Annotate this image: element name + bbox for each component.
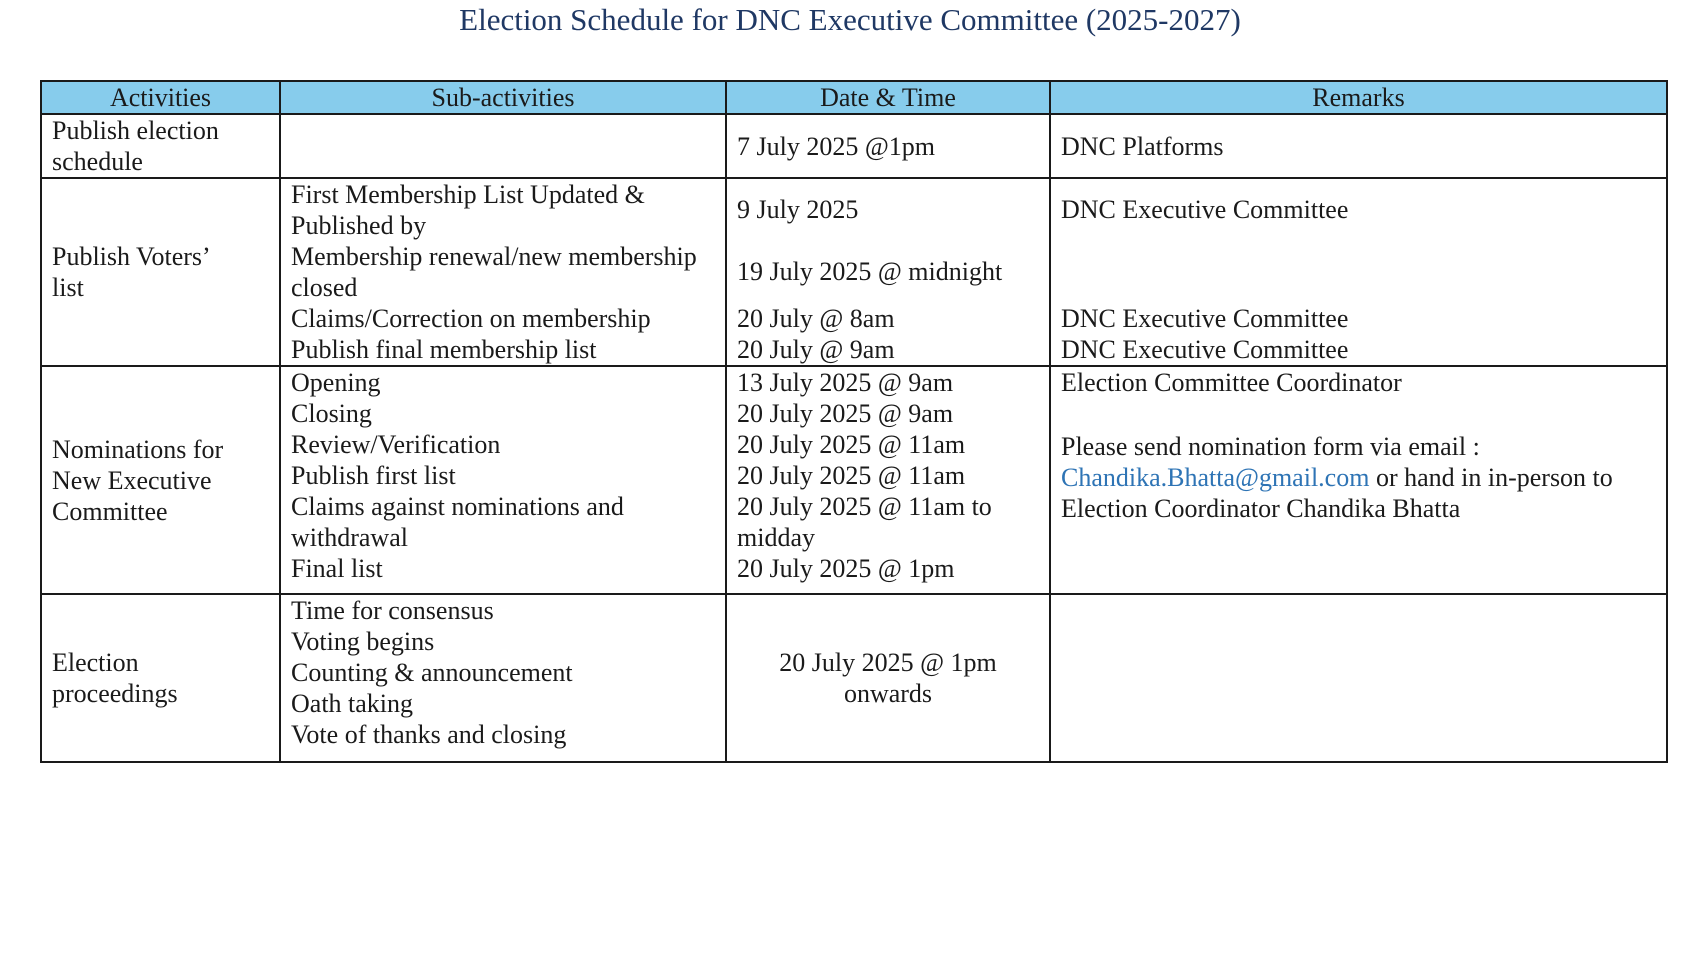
sub-activity-text: Time for consensus (291, 596, 494, 625)
date-text: 20 July 2025 @ 9am (737, 399, 954, 428)
sub-activity-text: Claims/Correction on membership (291, 304, 651, 333)
activity-text: list (52, 273, 84, 302)
sub-activity-cell (280, 114, 726, 178)
sub-activity-text: Opening (291, 368, 381, 397)
date-cell (726, 594, 1050, 762)
header-sub-activities: Sub-activities (280, 81, 726, 114)
sub-activity-text: Publish final membership list (291, 335, 597, 364)
header-date-time: Date & Time (726, 81, 1050, 114)
sub-activity-text: Voting begins (291, 627, 435, 656)
remark-text: or hand in in-person to (1369, 463, 1613, 492)
activity-text: proceedings (52, 679, 178, 708)
sub-activity-text: Claims against nominations and (291, 492, 624, 521)
remarks-cell (1050, 594, 1667, 762)
sub-activity-cell (280, 594, 726, 762)
remark-text: Please send nomination form via email : (1061, 432, 1480, 461)
sub-activity-text: Counting & announcement (291, 658, 573, 687)
date-text: onwards (843, 679, 933, 708)
date-text: 20 July 2025 @ 11am (737, 430, 966, 459)
remark-spacer (1061, 398, 1656, 431)
date-text: 20 July 2025 @ 11am (737, 461, 966, 490)
table-row (41, 114, 1667, 178)
page-title: Election Schedule for DNC Executive Committee (2025-2027) (459, 2, 1241, 37)
date-text: 9 July 2025 (737, 195, 859, 224)
activity-cell (41, 178, 280, 366)
header-row (41, 81, 1667, 114)
date-cell (726, 178, 1050, 366)
table-row (41, 178, 1667, 366)
remarks-cell (1050, 114, 1667, 178)
date-cell (726, 366, 1050, 594)
remarks-cell (1050, 366, 1667, 594)
activity-text: Publish election (52, 116, 219, 145)
remark-text: DNC Executive Committee (1061, 335, 1349, 364)
sub-activity-text: Closing (291, 399, 372, 428)
date-text: 20 July 2025 @ 11am to (737, 492, 992, 521)
header-remarks: Remarks (1050, 81, 1667, 114)
activity-text: Nominations for (52, 434, 224, 464)
sub-activity-text: First Membership List Updated & (291, 180, 645, 209)
date-text: 20 July @ 8am (737, 304, 895, 333)
remark-spacer (1061, 241, 1656, 303)
sub-activity-text: withdrawal (291, 523, 408, 552)
remark-text: DNC Executive Committee (1061, 304, 1349, 333)
sub-activity-text: Review/Verification (291, 430, 501, 459)
activity-text: schedule (52, 147, 143, 176)
date-text: midday (737, 523, 815, 552)
activity-text: Election (52, 648, 139, 677)
sub-activity-text: Publish first list (291, 461, 456, 490)
date-text: 7 July 2025 @1pm (737, 131, 936, 161)
sub-activity-text: closed (291, 273, 358, 302)
email-link[interactable]: Chandika.Bhatta@gmail.com (1061, 463, 1370, 492)
remark-text: Election Coordinator Chandika Bhatta (1061, 494, 1461, 523)
sub-activity-cell (280, 366, 726, 594)
activity-text: Publish Voters’ (52, 242, 211, 271)
date-cell (726, 114, 1050, 178)
remark-email-line (1061, 462, 1656, 493)
activity-cell (41, 114, 280, 178)
remark-text: DNC Executive Committee (1061, 195, 1349, 224)
date-text: 20 July 2025 @ 1pm (779, 648, 997, 677)
date-text: 20 July 2025 @ 1pm (737, 554, 955, 583)
remark-text: DNC Platforms (1061, 131, 1224, 161)
sub-activity-text: Final list (291, 554, 383, 583)
remark-text: Election Committee Coordinator (1061, 368, 1402, 397)
activity-cell (41, 594, 280, 762)
remarks-cell (1050, 178, 1667, 366)
activity-text: New Executive (52, 465, 212, 495)
sub-activity-text: Vote of thanks and closing (291, 720, 567, 749)
activity-text: Committee (52, 496, 168, 526)
sub-activity-text: Membership renewal/new membership (291, 242, 697, 271)
header-activities: Activities (41, 81, 280, 114)
sub-activity-text: Published by (291, 211, 427, 240)
election-schedule-table (40, 80, 1668, 763)
table-row (41, 366, 1667, 594)
sub-activity-cell (280, 178, 726, 366)
activity-cell (41, 366, 280, 594)
date-text: 19 July 2025 @ midnight (737, 257, 1003, 286)
table-row (41, 594, 1667, 762)
sub-activity-text: Oath taking (291, 689, 414, 718)
date-text: 13 July 2025 @ 9am (737, 368, 954, 397)
date-text: 20 July @ 9am (737, 335, 895, 364)
